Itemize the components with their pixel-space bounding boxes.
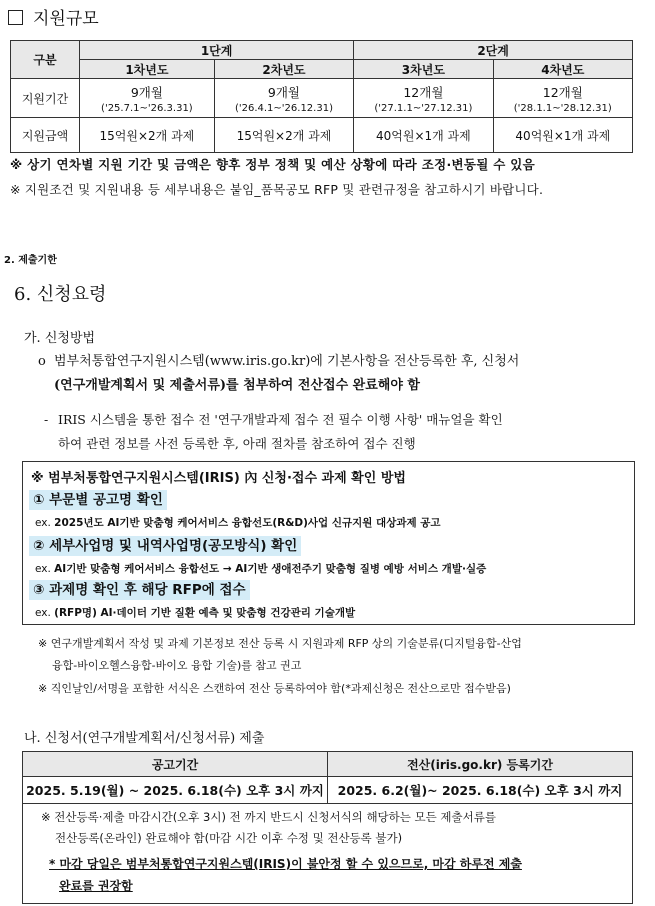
header-stage1: 1단계 <box>80 41 354 60</box>
dl-note1-line-2: 전산등록(온라인) 완료해야 함(마감 시간 이후 수정 및 전산등록 불가) <box>55 831 403 845</box>
example-1 <box>35 515 441 530</box>
dl-note1-line-1: ※ 전산등록·제출 마감시간(오후 3시) 전 까지 반드시 신청서식의 해당하는 모든 제출서류를 <box>41 810 496 824</box>
ex-prefix: ex. <box>35 563 51 575</box>
deadline-notes-box <box>22 803 633 904</box>
deadline-label: 2. 제출기한 <box>4 255 57 266</box>
period-months: 12개월 <box>403 84 444 100</box>
note-bold: ※ 상기 연차별 지원 기간 및 금액은 향후 정부 정책 및 예산 상황에 따라 조정·변동될 수 있음 <box>10 157 536 172</box>
ex-text: AI기반 맞춤형 케어서비스 융합선도 → AI기반 생애전주기 맞춤형 질병 예방 서비스 개발·실증 <box>54 563 487 575</box>
step-1: ① 부문별 공고명 확인 <box>29 490 167 510</box>
section6-title: 6. 신청요령 <box>14 284 107 305</box>
dl-note2-line-2: 완료를 권장함 <box>59 879 133 893</box>
subsection-a-title: 가. 신청방법 <box>24 331 96 346</box>
period-cell <box>493 79 632 118</box>
period-cell <box>80 79 215 118</box>
header-stage2: 2단계 <box>354 41 633 60</box>
deadline-note-2 <box>49 853 624 897</box>
period-cell <box>214 79 353 118</box>
dash-paragraph <box>44 408 638 456</box>
note3-line-2: 융합-바이오헬스융합-바이오 융합 기술)를 참고 권고 <box>52 659 302 672</box>
note3-line-1: ※ 연구개발계획서 작성 및 과제 기본정보 전산 등록 시 지원과제 RFP 상의 기술분류(디지털융합-산업 <box>38 637 522 650</box>
amount-cell: 40억원×1개 과제 <box>493 118 632 153</box>
subsection-b-title: 나. 신청서(연구개발계획서/신청서류) 제출 <box>24 731 265 746</box>
dash-line-1: IRIS 시스템을 통한 접수 전 '연구개발과제 접수 전 필수 이행 사항' 매뉴얼을 확인 <box>58 412 503 427</box>
ex-text: 2025년도 AI기반 맞춤형 케어서비스 융합선도(R&D)사업 신규지원 대상과제 공고 <box>54 517 441 529</box>
step-3: ③ 과제명 확인 후 해당 RFP에 접수 <box>29 580 250 600</box>
example-3 <box>35 605 355 620</box>
step-2: ② 세부사업명 및 내역사업명(공모방식) 확인 <box>29 536 301 556</box>
period-range: ('26.4.1~'26.12.31) <box>234 102 333 114</box>
section-title-text: 지원규모 <box>33 9 99 29</box>
note-tech-classification <box>38 633 638 677</box>
header-year-2: 2차년도 <box>214 60 353 79</box>
example-2 <box>35 561 486 576</box>
header-announce-period: 공고기간 <box>23 752 328 777</box>
dash-line-2: 하여 관련 정보를 사전 등록한 후, 아래 절차를 참조하여 접수 진행 <box>58 436 416 451</box>
support-scale-table <box>10 40 633 153</box>
ex-prefix: ex. <box>35 607 51 619</box>
note-plain: ※ 지원조건 및 지원내용 등 세부내용은 붙임_품목공모 RFP 및 관련규정을 참고하시기 바랍니다. <box>10 182 544 197</box>
dl-note2-line-1: * 마감 당일은 범부처통합연구지원스템(IRIS)이 불안정 할 수 있으므로, 마감 하루전 제출 <box>49 857 522 871</box>
header-year-1: 1차년도 <box>80 60 215 79</box>
ex-text: (RFP명) AI·데이터 기반 질환 예측 및 맞춤형 건강관리 기술개발 <box>54 607 356 619</box>
row-label-period: 지원기간 <box>11 79 80 118</box>
period-range: ('28.1.1~'28.12.31) <box>513 102 612 114</box>
row-label-amount: 지원금액 <box>11 118 80 153</box>
deadline-note-1 <box>41 807 621 849</box>
amount-cell: 15억원×2개 과제 <box>214 118 353 153</box>
period-months: 12개월 <box>542 84 583 100</box>
period-range: ('25.7.1~'26.3.31) <box>101 102 193 114</box>
register-period-value: 2025. 6.2(월)~ 2025. 6.18(수) 오후 3시 까지 <box>328 777 633 804</box>
header-year-3: 3차년도 <box>354 60 493 79</box>
deadline-table <box>22 751 633 804</box>
header-register-period: 전산(iris.go.kr) 등록기간 <box>328 752 633 777</box>
bullet-marker: o <box>38 354 46 369</box>
note-scan: ※ 직인날인/서명을 포함한 서식은 스캔하여 전산 등록하여야 함(*과제신청은 전산으로만 접수받음) <box>38 682 511 695</box>
amount-cell: 40억원×1개 과제 <box>354 118 493 153</box>
header-year-4: 4차년도 <box>493 60 632 79</box>
bullet-paragraph <box>38 350 638 398</box>
iris-guide-box <box>22 461 635 625</box>
period-range: ('27.1.1~'27.12.31) <box>374 102 473 114</box>
amount-cell: 15억원×2개 과제 <box>80 118 215 153</box>
ex-prefix: ex. <box>35 517 51 529</box>
period-months: 9개월 <box>267 84 301 100</box>
section-title <box>8 4 99 29</box>
announce-period-value: 2025. 5.19(월) ~ 2025. 6.18(수) 오후 3시 까지 <box>23 777 328 804</box>
bullet-line-2: (연구개발계획서 및 제출서류)를 첨부하여 전산접수 완료해야 함 <box>54 378 420 393</box>
iris-box-heading: ※ 범부처통합연구지원시스템(IRIS) 內 신청·접수 과제 확인 방법 <box>31 471 406 486</box>
header-gubun: 구분 <box>11 41 80 79</box>
period-months: 9개월 <box>130 84 163 100</box>
dash-marker: - <box>44 412 49 427</box>
bullet-line-1: 범부처통합연구지원시스템(www.iris.go.kr)에 기본사항을 전산등록한 후, 신청서 <box>54 354 520 369</box>
checkbox-square-icon <box>8 10 23 25</box>
period-cell <box>354 79 493 118</box>
